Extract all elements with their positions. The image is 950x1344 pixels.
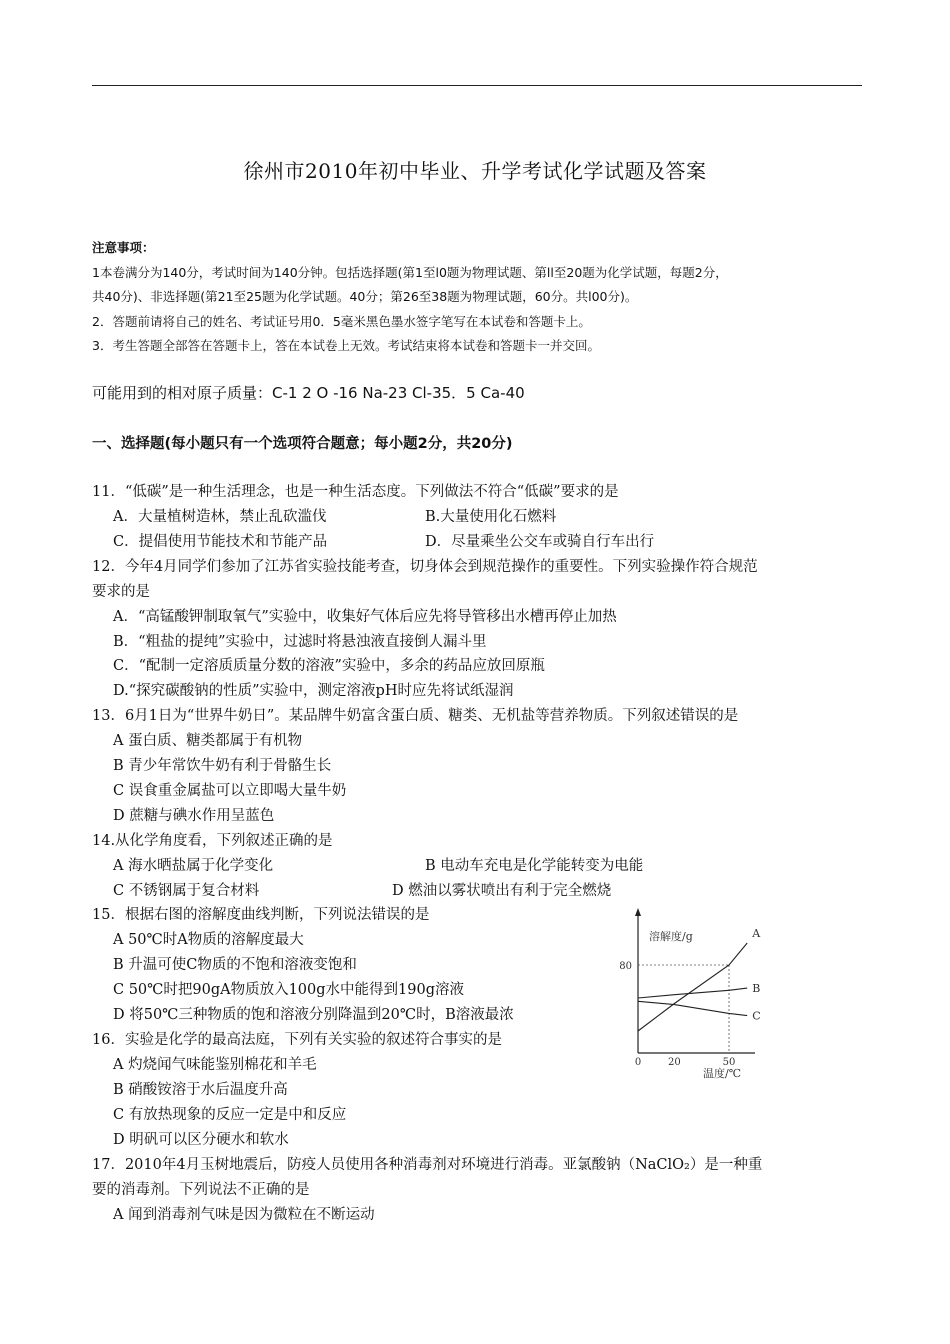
note-line-1b: 共40分)、非选择题(第21至25题为化学试题。40分；第26至38题为物理试题，60分。共l00分)。 [92,289,638,304]
q14-option-b: B 电动车充电是化学能转变为电能 [425,858,644,874]
note-line-3: 3．考生答题全部答在答题卡上，答在本试卷上无效。考试结束将本试卷和答题卡一并交回。 [92,338,600,353]
q12-stem-1: 12．今年4月同学们参加了江苏省实验技能考查，切身体会到规范操作的重要性。下列实验操作符合规范 [92,559,758,575]
q11-option-b: B.大量使用化石燃料 [425,509,557,525]
chart-ylabel: 溶解度/g [649,930,693,943]
q15-option-c: C 50℃时把90gA物质放入100g水中能得到190g溶液 [113,982,464,998]
q14-option-a: A 海水晒盐属于化学变化 [113,858,274,874]
chart-xlabel: 温度/℃ [703,1067,742,1080]
curve-B [638,988,747,998]
series-label-B: B [752,982,761,996]
exam-notes [92,236,872,359]
x-tick-0: 0 [634,1057,642,1068]
q12-option-a: A．“高锰酸钾制取氧气”实验中，收集好气体后应先将导管移出水槽再停止加热 [113,609,617,625]
q13-option-c: C 误食重金属盐可以立即喝大量牛奶 [113,783,347,799]
q14-option-c: C 不锈钢属于复合材料 [113,883,260,899]
x-tick-20: 20 [668,1057,681,1068]
q16-option-b: B 硝酸铵溶于水后温度升高 [113,1082,288,1098]
q13-stem: 13．6月1日为“世界牛奶日”。某品牌牛奶富含蛋白质、糖类、无机盐等营养物质。下列叙述错误的是 [92,708,739,724]
q11-option-c: C．提倡使用节能技术和节能产品 [113,534,328,550]
q17-stem-1: 17．2010年4月玉树地震后，防疫人员使用各种消毒剂对环境进行消毒。亚氯酸钠（NaClO₂）是一种重 [92,1157,763,1173]
curve-C [638,1001,747,1015]
q16-option-c: C 有放热现象的反应一定是中和反应 [113,1107,347,1123]
q13-option-b: B 青少年常饮牛奶有利于骨骼生长 [113,758,332,774]
q13-option-d: D 蔗糖与碘水作用呈蓝色 [113,808,275,824]
q11-option-d: D．尽量乘坐公交车或骑自行车出行 [425,534,655,550]
q15-option-b: B 升温可使C物质的不饱和溶液变饱和 [113,957,357,973]
solubility-chart [605,905,775,1085]
q13-option-a: A 蛋白质、糖类都属于有机物 [113,733,303,749]
q11-option-a: A．大量植树造林，禁止乱砍滥伐 [113,509,327,525]
q15-stem: 15．根据右图的溶解度曲线判断，下列说法错误的是 [92,907,430,923]
x-tick-50: 50 [722,1057,736,1068]
atomic-masses: 可能用到的相对原子质量：C-1 2 O -16 Na-23 Cl-35．5 Ca-40 [92,384,525,402]
q12-option-c: C．“配制一定溶质质量分数的溶液”实验中，多余的药品应放回原瓶 [113,658,545,674]
q12-option-d: D.“探究碳酸钠的性质”实验中，测定溶液pH时应先将试纸湿润 [113,683,514,699]
q14-option-d: D 燃油以雾状喷出有利于完全燃烧 [392,883,612,899]
q12-stem-2: 要求的是 [92,584,150,600]
q16-option-d: D 明矾可以区分硬水和软水 [113,1132,289,1148]
q14-stem: 14.从化学角度看，下列叙述正确的是 [92,833,333,849]
q11-stem: 11．“低碳”是一种生活理念，也是一种生活态度。下列做法不符合“低碳”要求的是 [92,484,619,500]
curve-A [638,943,747,1031]
series-label-C: C [752,1009,761,1023]
q15-option-d: D 将50℃三种物质的饱和溶液分别降温到20℃时，B溶液最浓 [113,1007,514,1023]
note-line-1a: 1本卷满分为140分，考试时间为140分钟。包括选择题(第1至l0题为物理试题、第ll至20题为化学试题，每题2分， [92,264,728,280]
section-heading: 一、选择题(每小题只有一个选项符合题意；每小题2分，共20分) [92,436,513,452]
chart-y-arrow [635,908,641,916]
series-label-A: A [752,927,761,940]
q16-option-a: A 灼烧闻气味能鉴别棉花和羊毛 [113,1057,317,1073]
q16-stem: 16．实验是化学的最高法庭，下列有关实验的叙述符合事实的是 [92,1032,502,1048]
q15-option-a: A 50℃时A物质的溶解度最大 [113,932,304,948]
q17-stem-2: 要的消毒剂。下列说法不正确的是 [92,1182,310,1198]
q17-option-a: A 闻到消毒剂气味是因为微粒在不断运动 [113,1207,375,1223]
top-rule [92,85,862,86]
notes-heading: 注意事项： [92,240,155,255]
page-title: 徐州市2010年初中毕业、升学考试化学试题及答案 [243,159,707,183]
y-tick-80: 80 [619,961,632,972]
q12-option-b: B．“粗盐的提纯”实验中，过滤时将悬浊液直接倒人漏斗里 [113,634,487,650]
note-line-2: 2．答题前请将自己的姓名、考试证号用0．5毫米黑色墨水签字笔写在本试卷和答题卡上。 [92,313,591,329]
